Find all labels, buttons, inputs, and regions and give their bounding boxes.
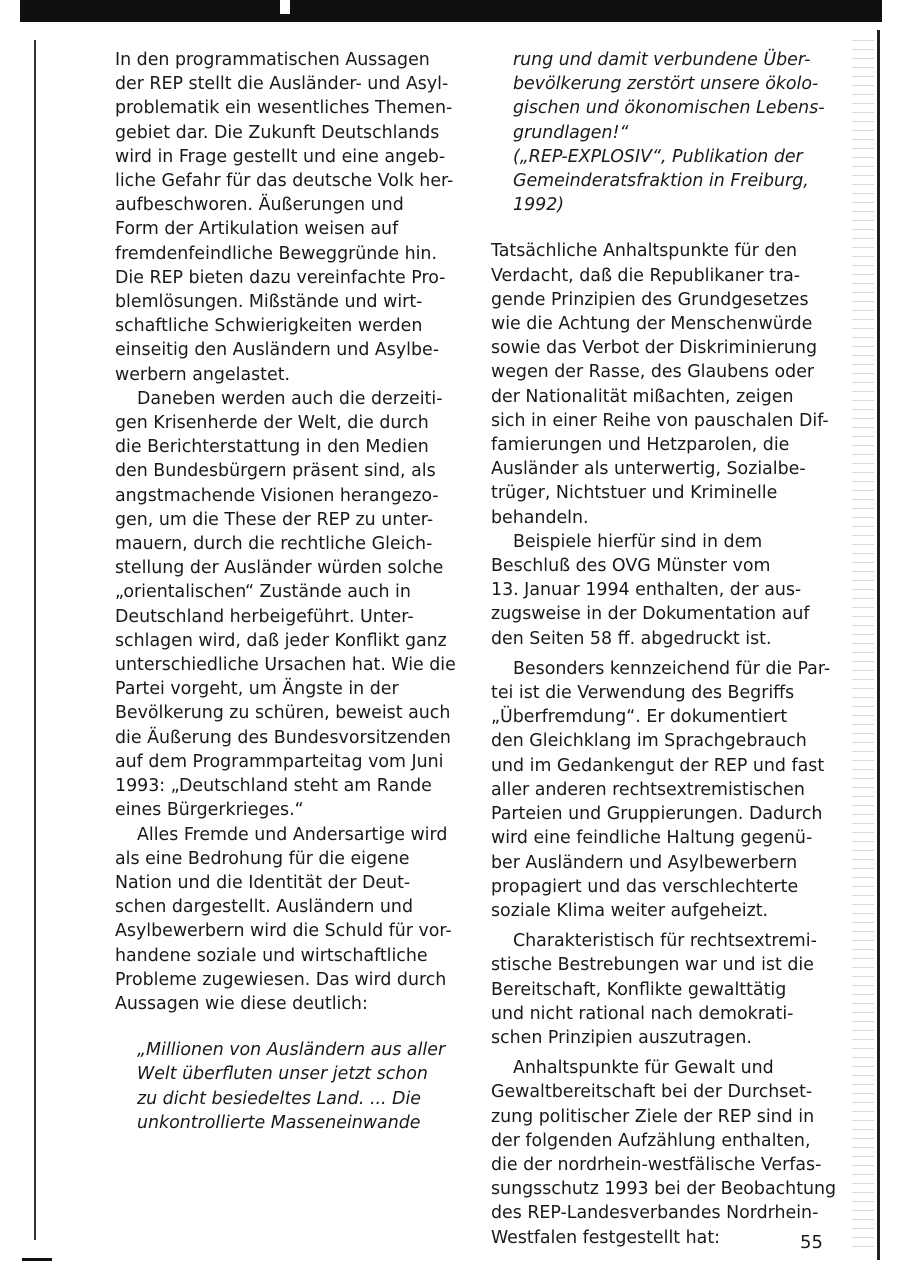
text-line: zu dicht besiedeltes Land. ... Die: [137, 1088, 421, 1109]
text-line: Beispiele hierfür sind in dem: [513, 531, 763, 552]
text-line: schen dargestellt. Ausländern und: [115, 897, 413, 918]
text-line: propagiert und das verschlechterte: [491, 876, 799, 897]
text-line: rung und damit verbundene Über-: [513, 50, 811, 70]
text-line: Besonders kennzeichend für die Par-: [513, 658, 831, 679]
text-line: Charakteristisch für rechtsextremi-: [513, 931, 817, 952]
text-line: schen Prinzipien auszutragen.: [491, 1027, 752, 1048]
text-line: stellung der Ausländer würden solche: [115, 558, 444, 579]
text-line: unkontrollierte Masseneinwande: [137, 1112, 421, 1133]
text-line: Aussagen wie diese deutlich:: [115, 993, 368, 1014]
text-line: Alles Fremde und Andersartige wird: [137, 824, 448, 845]
scan-bottom-mark: [22, 1258, 52, 1261]
text-line: Bevölkerung zu schüren, beweist auch: [115, 703, 451, 724]
text-line: und nicht rational nach demokrati-: [491, 1003, 794, 1024]
text-line: als eine Bedrohung für die eigene: [115, 848, 410, 869]
text-line: Westfalen festgestellt hat:: [491, 1227, 720, 1248]
text-line: Bereitschaft, Konflikte gewalttätig: [491, 979, 787, 1000]
right-quote-continuation: [491, 48, 831, 217]
text-line: gende Prinzipien des Grundgesetzes: [491, 289, 809, 310]
text-line: die der nordrhein-westfälische Verfas-: [491, 1154, 822, 1175]
text-line: und im Gedankengut der REP und fast: [491, 755, 825, 776]
text-line: Beschluß des OVG Münster vom: [491, 556, 771, 577]
scan-top-edge: [20, 0, 882, 22]
text-line: eines Bürgerkrieges.“: [115, 800, 304, 821]
text-line: „Millionen von Ausländern aus aller: [137, 1040, 446, 1061]
text-line: soziale Klima weiter aufgeheizt.: [491, 900, 769, 921]
text-line: Nation und die Identität der Deut-: [115, 872, 411, 893]
text-line: des REP-Landesverbandes Nordrhein-: [491, 1203, 819, 1224]
text-line: auf dem Programmparteitag vom Juni: [115, 751, 444, 772]
text-line: 1992): [513, 195, 565, 216]
text-line: behandeln.: [491, 507, 589, 528]
scan-left-edge: [34, 40, 36, 1240]
text-line: den Seiten 58 ff. abgedruckt ist.: [491, 628, 772, 649]
text-line: Deutschland herbeigeführt. Unter-: [115, 606, 414, 627]
text-line: Die REP bieten dazu vereinfachte Pro-: [115, 267, 446, 288]
text-line: blemlösungen. Mißstände und wirt-: [115, 292, 423, 313]
right-paragraph-4: [491, 929, 831, 1050]
text-line: wegen der Rasse, des Glaubens oder: [491, 362, 815, 383]
text-line: die Berichterstattung in den Medien: [115, 437, 429, 458]
scan-right-noise: [852, 40, 874, 1250]
text-line: zung politischer Ziele der REP sind in: [491, 1106, 815, 1127]
text-line: sich in einer Reihe von pauschalen Dif-: [491, 410, 829, 431]
text-line: Verdacht, daß die Republikaner tra-: [491, 265, 801, 286]
text-line: Gewaltbereitschaft bei der Durchset-: [491, 1082, 813, 1103]
right-paragraph-3: [491, 657, 831, 923]
text-line: einseitig den Ausländern und Asylbe-: [115, 340, 439, 361]
spacer: [115, 1016, 465, 1038]
text-line: 1993: „Deutschland steht am Rande: [115, 776, 432, 797]
text-line: liche Gefahr für das deutsche Volk her-: [115, 171, 454, 192]
right-paragraph-5: [491, 1056, 837, 1250]
text-line: bevölkerung zerstört unsere ökolo-: [513, 74, 819, 95]
text-line: gen, um die These der REP zu unter-: [115, 509, 434, 530]
left-paragraph-3: [115, 823, 465, 1017]
text-line: wie die Achtung der Menschenwürde: [491, 314, 813, 335]
text-line: Ausländer als unterwertig, Sozialbe-: [491, 459, 806, 480]
text-line: Tatsächliche Anhaltspunkte für den: [491, 241, 798, 262]
text-line: fremdenfeindliche Beweggründe hin.: [115, 243, 437, 264]
text-line: 13. Januar 1994 enthalten, der aus-: [491, 580, 802, 601]
text-line: werbern angelastet.: [115, 364, 291, 385]
text-line: der folgenden Aufzählung enthalten,: [491, 1130, 811, 1151]
text-line: Daneben werden auch die derzeiti-: [137, 388, 443, 409]
left-paragraph-2: [115, 387, 465, 823]
text-line: problematik ein wesentliches Themen-: [115, 98, 453, 119]
text-line: „Überfremdung“. Er dokumentiert: [491, 707, 788, 728]
text-line: trüger, Nichtstuer und Kriminelle: [491, 483, 778, 504]
text-line: zugsweise in der Dokumentation auf: [491, 604, 810, 625]
text-line: tei ist die Verwendung des Begriffs: [491, 683, 795, 704]
text-line: („REP-EXPLOSIV“, Publikation der: [513, 146, 803, 167]
text-line: schlagen wird, daß jeder Konflikt ganz: [115, 630, 447, 651]
text-line: den Gleichklang im Sprachgebrauch: [491, 731, 807, 752]
text-line: Partei vorgeht, um Ängste in der: [115, 679, 399, 700]
spacer: [491, 217, 831, 239]
right-paragraph-2: [491, 530, 831, 651]
text-line: gebiet dar. Die Zukunft Deutschlands: [115, 122, 440, 143]
text-line: ber Ausländern und Asylbewerbern: [491, 852, 798, 873]
text-line: Welt überfluten unser jetzt schon: [137, 1064, 428, 1085]
text-line: der Nationalität mißachten, zeigen: [491, 386, 794, 407]
page-number: 55: [800, 1232, 823, 1253]
text-line: handene soziale und wirtschaftliche: [115, 945, 428, 966]
text-line: In den programmatischen Aussagen: [115, 50, 430, 70]
text-line: Form der Artikulation weisen auf: [115, 219, 399, 240]
right-paragraph-1: [491, 239, 831, 529]
text-line: gischen und ökonomischen Lebens-: [513, 98, 825, 119]
left-quote: [115, 1038, 465, 1135]
text-line: wird in Frage gestellt und eine angeb-: [115, 146, 446, 167]
text-line: Anhaltspunkte für Gewalt und: [513, 1058, 774, 1079]
text-line: unterschiedliche Ursachen hat. Wie die: [115, 655, 456, 676]
text-line: den Bundesbürgern präsent sind, als: [115, 461, 436, 482]
text-line: der REP stellt die Ausländer- und Asyl-: [115, 74, 449, 95]
left-paragraph-1: [115, 48, 465, 387]
right-column: [491, 48, 837, 1250]
text-line: stische Bestrebungen war und ist die: [491, 955, 814, 976]
left-column: [115, 48, 465, 1135]
text-line: mauern, durch die rechtliche Gleich-: [115, 534, 433, 555]
scan-top-edge-gap: [280, 0, 290, 14]
text-line: grundlagen!“: [513, 122, 629, 143]
text-line: die Äußerung des Bundesvorsitzenden: [115, 727, 451, 748]
text-line: sowie das Verbot der Diskriminierung: [491, 338, 817, 359]
text-line: schaftliche Schwierigkeiten werden: [115, 316, 423, 337]
text-line: gen Krisenherde der Welt, die durch: [115, 413, 429, 434]
text-line: Parteien und Gruppierungen. Dadurch: [491, 804, 823, 825]
scan-right-edge: [877, 30, 880, 1260]
text-line: aller anderen rechtsextremistischen: [491, 779, 805, 800]
text-line: angstmachende Visionen herangezo-: [115, 485, 439, 506]
text-line: Gemeinderatsfraktion in Freiburg,: [513, 171, 809, 192]
text-line: aufbeschworen. Äußerungen und: [115, 195, 404, 216]
text-line: sungsschutz 1993 bei der Beobachtung: [491, 1179, 837, 1200]
text-line: Asylbewerbern wird die Schuld für vor-: [115, 921, 452, 942]
text-line: wird eine feindliche Haltung gegenü-: [491, 828, 813, 849]
text-line: famierungen und Hetzparolen, die: [491, 435, 790, 456]
text-line: Probleme zugewiesen. Das wird durch: [115, 969, 447, 990]
text-line: „orientalischen“ Zustände auch in: [115, 582, 411, 603]
